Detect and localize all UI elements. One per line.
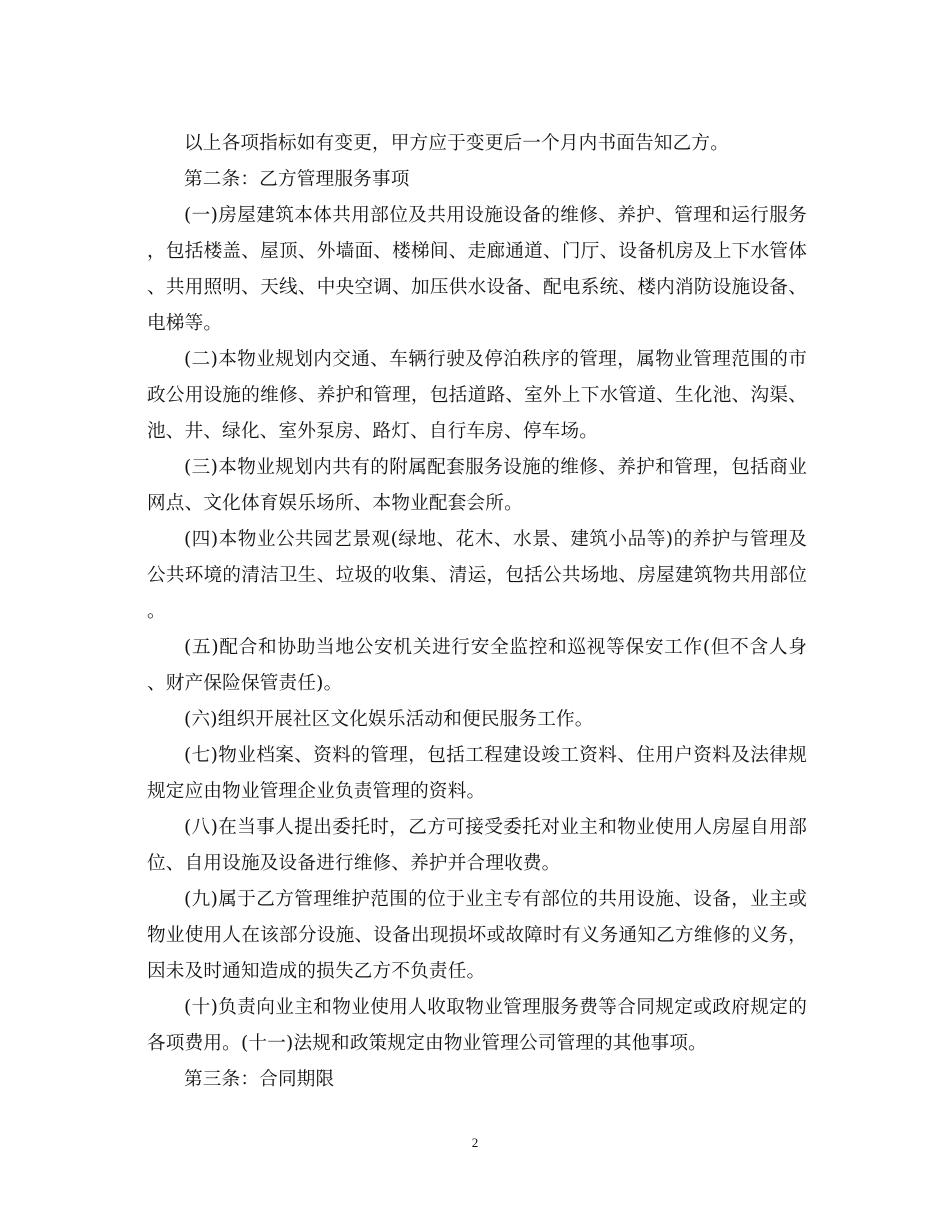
article-2-heading: 第二条：乙方管理服务事项 bbox=[184, 169, 410, 190]
paragraph-indicator-change-notice: 以上各项指标如有变更，甲方应于变更后一个月内书面告知乙方。 bbox=[184, 133, 730, 154]
document-body bbox=[147, 126, 807, 1098]
paragraph-item-2: (二)本物业规划内交通、车辆行驶及停泊秩序的管理，属物业管理范围的市政公用设施的维修、养护和管理，包括道路、室外上下水管道、生化池、沟渠、池、井、绿化、室外泵房、路灯、自行车房、停车场。 bbox=[147, 349, 807, 442]
paragraph-item-8: (八)在当事人提出委托时，乙方可接受委托对业主和物业使用人房屋自用部位、自用设施及设备进行维修、养护并合理收费。 bbox=[147, 817, 807, 874]
paragraph-item-3: (三)本物业规划内共有的附属配套服务设施的维修、养护和管理，包括商业网点、文化体育娱乐场所、本物业配套会所。 bbox=[147, 457, 807, 514]
paragraph-item-9: (九)属于乙方管理维护范围的位于业主专有部位的共用设施、设备，业主或物业使用人在该部分设施、设备出现损坏或故障时有义务通知乙方维修的义务，因未及时通知造成的损失乙方不负责任。 bbox=[147, 889, 807, 982]
paragraph-item-6: (六)组织开展社区文化娱乐活动和便民服务工作。 bbox=[184, 709, 594, 730]
paragraph-item-5: (五)配合和协助当地公安机关进行安全监控和巡视等保安工作(但不含人身、财产保险保管责任)。 bbox=[147, 637, 807, 694]
paragraph-item-4: (四)本物业公共园艺景观(绿地、花木、水景、建筑小品等)的养护与管理及公共环境的清洁卫生、垃圾的收集、清运，包括公共场地、房屋建筑物共用部位。 bbox=[147, 529, 807, 622]
article-3-heading: 第三条：合同期限 bbox=[184, 1069, 335, 1090]
paragraph-item-1: (一)房屋建筑本体共用部位及共用设施设备的维修、养护、管理和运行服务，包括楼盖、屋顶、外墙面、楼梯间、走廊通道、门厅、设备机房及上下水管体、共用照明、天线、中央空调、加压供水设备、配电系统、楼内消防设施设备、电梯等。 bbox=[147, 205, 807, 334]
page-number: 2 bbox=[471, 1135, 479, 1150]
paragraph-item-7: (七)物业档案、资料的管理，包括工程建设竣工资料、住用户资料及法律规规定应由物业管理企业负责管理的资料。 bbox=[147, 745, 807, 802]
paragraph-item-10-11: (十)负责向业主和物业使用人收取物业管理服务费等合同规定或政府规定的各项费用。(十一)法规和政策规定由物业管理公司管理的其他事项。 bbox=[147, 997, 807, 1054]
